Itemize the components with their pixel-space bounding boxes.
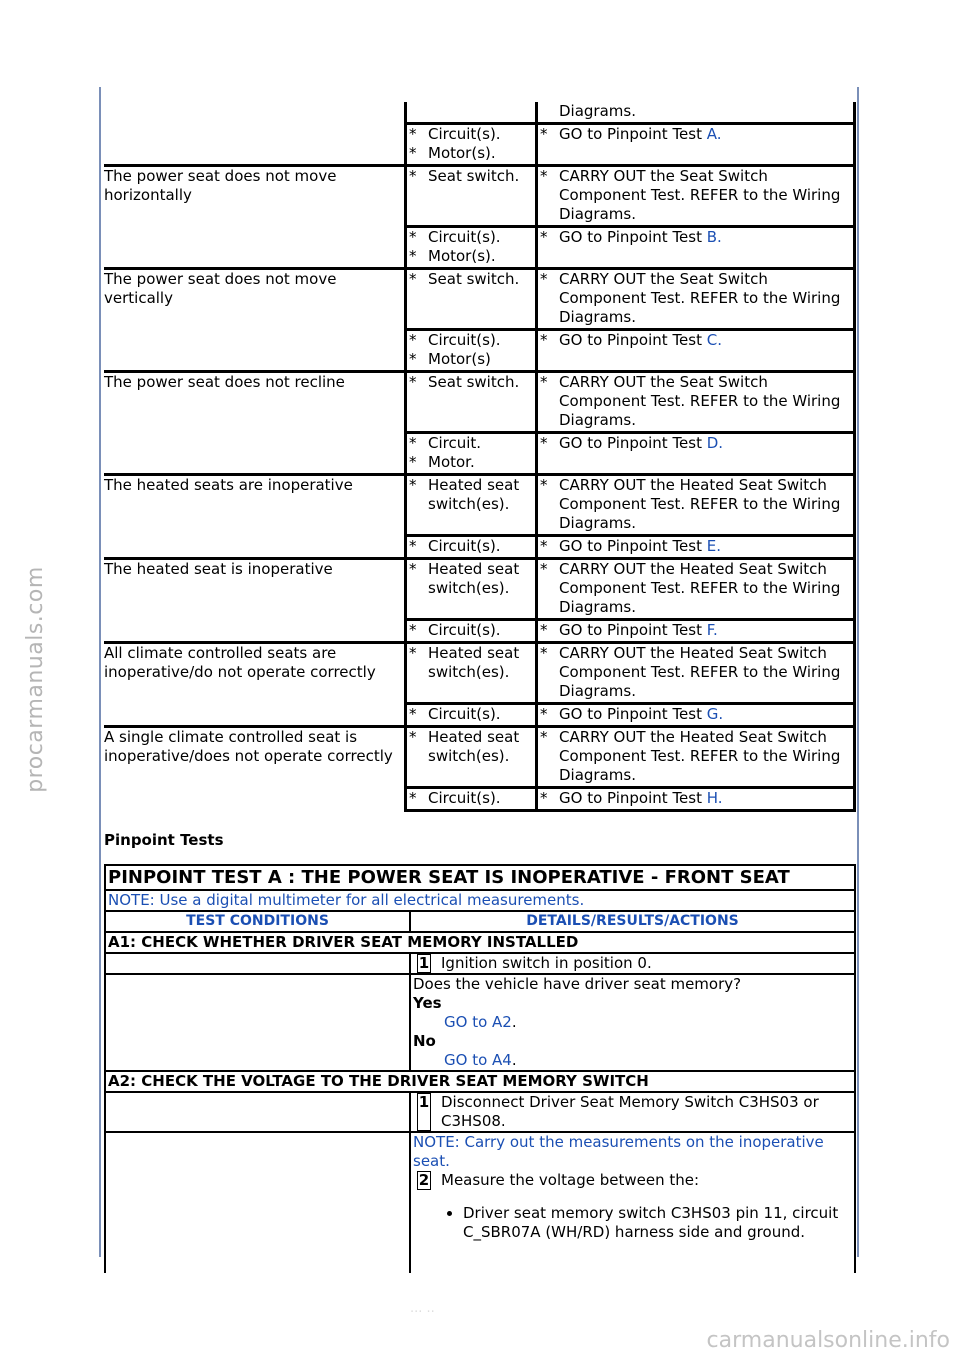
bullet-asterisk: * bbox=[409, 705, 417, 723]
col-header-test-conditions: TEST CONDITIONS bbox=[105, 911, 410, 932]
a1-conditions-cell-2 bbox=[105, 974, 410, 1071]
step-number-badge: 2 bbox=[418, 1171, 430, 1189]
action-text: GO to Pinpoint Test bbox=[559, 331, 707, 349]
possible-cause-cell bbox=[406, 704, 537, 727]
cause-text: Motor(s). bbox=[428, 144, 496, 162]
bullet-asterisk: * bbox=[540, 270, 548, 288]
action-item bbox=[538, 560, 853, 617]
action-text: GO to Pinpoint Test bbox=[559, 789, 707, 807]
possible-cause-cell bbox=[406, 330, 537, 372]
action-text: GO to Pinpoint Test bbox=[559, 125, 707, 143]
action-item bbox=[538, 644, 853, 701]
cause-item bbox=[407, 270, 535, 289]
footer-watermark: carmanualsonline.info bbox=[706, 1328, 950, 1353]
symptom-cell: The power seat does not move horizontally bbox=[104, 166, 406, 269]
bullet-asterisk: * bbox=[409, 350, 417, 368]
a1-step1-text: Ignition switch in position 0. bbox=[441, 954, 652, 972]
bullet-asterisk: * bbox=[409, 537, 417, 555]
bullet-asterisk: * bbox=[409, 270, 417, 288]
action-cell bbox=[537, 330, 855, 372]
action-item bbox=[538, 228, 853, 247]
bullet-asterisk: * bbox=[540, 373, 548, 391]
bullet-asterisk: * bbox=[409, 621, 417, 639]
symptom-row bbox=[104, 559, 855, 620]
action-item bbox=[538, 270, 853, 327]
action-item bbox=[538, 789, 853, 808]
action-item bbox=[538, 705, 853, 724]
page-frame-left bbox=[99, 87, 101, 1257]
action-cell bbox=[537, 372, 855, 433]
pinpoint-test-link[interactable]: F. bbox=[706, 621, 718, 639]
action-cell bbox=[537, 536, 855, 559]
bullet-asterisk: * bbox=[540, 125, 548, 143]
action-text: CARRY OUT the Seat Switch Component Test. REFER to the Wiring Diagrams. bbox=[559, 270, 841, 326]
possible-cause-cell bbox=[406, 102, 537, 124]
symptom-row bbox=[104, 643, 855, 704]
bullet-asterisk: * bbox=[409, 247, 417, 265]
action-text: CARRY OUT the Seat Switch Component Test. REFER to the Wiring Diagrams. bbox=[559, 373, 841, 429]
bullet-asterisk: * bbox=[409, 728, 417, 746]
symptom-cell: The power seat does not move vertically bbox=[104, 269, 406, 372]
bullet-asterisk: * bbox=[409, 331, 417, 349]
bullet-asterisk: * bbox=[409, 453, 417, 471]
action-text: GO to Pinpoint Test bbox=[559, 705, 707, 723]
action-cell bbox=[537, 124, 855, 166]
a2-conditions-cell-2 bbox=[105, 1132, 410, 1273]
page-frame-right bbox=[857, 87, 859, 1257]
a2-bullet-list bbox=[413, 1204, 852, 1242]
cause-item bbox=[407, 167, 535, 186]
bullet-asterisk: * bbox=[540, 537, 548, 555]
bullet-asterisk: * bbox=[409, 789, 417, 807]
cause-item bbox=[407, 125, 535, 144]
symptom-cell bbox=[104, 102, 406, 166]
bullet-asterisk: * bbox=[409, 144, 417, 162]
cause-text: Seat switch. bbox=[428, 167, 520, 185]
bullet-asterisk: * bbox=[540, 167, 548, 185]
bullet-asterisk: * bbox=[540, 476, 548, 494]
possible-cause-cell bbox=[406, 372, 537, 433]
step-a2-heading: A2: CHECK THE VOLTAGE TO THE DRIVER SEAT MEMORY SWITCH bbox=[105, 1071, 855, 1092]
cause-text: Heated seat switch(es). bbox=[428, 560, 520, 597]
bullet-asterisk: * bbox=[409, 644, 417, 662]
cause-text: Circuit. bbox=[428, 434, 482, 452]
bullet-asterisk: * bbox=[540, 560, 548, 578]
action-item bbox=[538, 537, 853, 556]
bullet-asterisk: * bbox=[540, 434, 548, 452]
pinpoint-test-link[interactable]: B. bbox=[706, 228, 722, 246]
a1-step1-cell bbox=[410, 953, 855, 974]
symptom-row bbox=[104, 102, 855, 124]
action-item bbox=[538, 167, 853, 224]
cause-item bbox=[407, 621, 535, 640]
action-text: CARRY OUT the Heated Seat Switch Component Test. REFER to the Wiring Diagrams. bbox=[559, 728, 841, 784]
action-item bbox=[538, 373, 853, 430]
bullet-asterisk: * bbox=[409, 373, 417, 391]
bullet-asterisk: * bbox=[540, 705, 548, 723]
possible-cause-cell bbox=[406, 433, 537, 475]
bullet-asterisk: * bbox=[409, 167, 417, 185]
possible-cause-cell bbox=[406, 727, 537, 788]
a2-step1-text: Disconnect Driver Seat Memory Switch C3HS03 or C3HS08. bbox=[441, 1093, 819, 1130]
cause-item bbox=[407, 728, 535, 766]
a1-question-cell: Does the vehicle have driver seat memory? Yes GO to A2. No GO to A4. bbox=[410, 974, 855, 1071]
step-a1-heading: A1: CHECK WHETHER DRIVER SEAT MEMORY INSTALLED bbox=[105, 932, 855, 953]
cause-text: Circuit(s). bbox=[428, 125, 501, 143]
action-item bbox=[538, 434, 853, 453]
bullet-asterisk: * bbox=[409, 125, 417, 143]
possible-cause-cell bbox=[406, 227, 537, 269]
cause-item bbox=[407, 453, 535, 472]
action-cell bbox=[537, 475, 855, 536]
possible-cause-cell bbox=[406, 166, 537, 227]
possible-cause-cell bbox=[406, 536, 537, 559]
cause-text: Motor(s). bbox=[428, 247, 496, 265]
bullet-asterisk: * bbox=[540, 728, 548, 746]
pinpoint-tests-heading: Pinpoint Tests bbox=[104, 831, 224, 849]
symptom-row bbox=[104, 475, 855, 536]
bullet-asterisk: * bbox=[409, 434, 417, 452]
action-cell bbox=[537, 788, 855, 811]
cause-text: Motor(s) bbox=[428, 350, 491, 368]
cause-item bbox=[407, 331, 535, 350]
cause-text: Circuit(s). bbox=[428, 621, 501, 639]
possible-cause-cell bbox=[406, 788, 537, 811]
symptom-row bbox=[104, 372, 855, 433]
symptom-chart bbox=[104, 102, 856, 812]
a1-question: Does the vehicle have driver seat memory? bbox=[413, 975, 742, 993]
action-item bbox=[538, 331, 853, 350]
cause-item bbox=[407, 560, 535, 598]
action-cell bbox=[537, 643, 855, 704]
cause-item bbox=[407, 537, 535, 556]
cause-item bbox=[407, 350, 535, 369]
action-cell bbox=[537, 727, 855, 788]
bullet-asterisk: * bbox=[540, 621, 548, 639]
cause-text: Heated seat switch(es). bbox=[428, 644, 520, 681]
page-content bbox=[104, 102, 856, 1273]
step-number-badge: 1 bbox=[418, 954, 430, 972]
action-text: CARRY OUT the Heated Seat Switch Component Test. REFER to the Wiring Diagrams. bbox=[559, 560, 841, 616]
cause-text: Heated seat switch(es). bbox=[428, 476, 520, 513]
pinpoint-test-link[interactable]: C. bbox=[706, 331, 722, 349]
possible-cause-cell bbox=[406, 620, 537, 643]
possible-cause-cell bbox=[406, 269, 537, 330]
pinpoint-test-link[interactable]: A. bbox=[706, 125, 722, 143]
cause-item bbox=[407, 373, 535, 392]
action-cell bbox=[537, 269, 855, 330]
symptom-cell: A single climate controlled seat is inoperative/does not operate correctly bbox=[104, 727, 406, 811]
cause-text: Circuit(s). bbox=[428, 789, 501, 807]
cause-text: Circuit(s). bbox=[428, 537, 501, 555]
action-text: CARRY OUT the Seat Switch Component Test. REFER to the Wiring Diagrams. bbox=[559, 167, 841, 223]
action-item bbox=[538, 102, 853, 121]
a2-note: NOTE: Carry out the measurements on the inoperative seat. bbox=[413, 1133, 824, 1170]
pinpoint-test-link[interactable]: E. bbox=[706, 537, 721, 555]
a2-conditions-cell bbox=[105, 1092, 410, 1132]
cause-item bbox=[407, 144, 535, 163]
a2-step1-cell bbox=[410, 1092, 855, 1132]
action-cell bbox=[537, 166, 855, 227]
a1-conditions-cell bbox=[105, 953, 410, 974]
action-cell bbox=[537, 559, 855, 620]
pinpoint-test-link[interactable]: G. bbox=[706, 705, 724, 723]
cause-text: Motor. bbox=[428, 453, 475, 471]
symptom-cell: The power seat does not recline bbox=[104, 372, 406, 475]
bullet-asterisk: * bbox=[409, 228, 417, 246]
pinpoint-test-note: NOTE: Use a digital multimeter for all electrical measurements. bbox=[105, 890, 855, 911]
symptom-cell: The heated seat is inoperative bbox=[104, 559, 406, 643]
measurement-bullet: • Driver seat memory switch C3HS03 pin 11, circuit C_SBR07A (WH/RD) harness side and ground. bbox=[463, 1204, 852, 1242]
pinpoint-test-link[interactable]: D. bbox=[706, 434, 724, 452]
action-text: CARRY OUT the Heated Seat Switch Component Test. REFER to the Wiring Diagrams. bbox=[559, 644, 841, 700]
action-item bbox=[538, 728, 853, 785]
action-item bbox=[538, 476, 853, 533]
a2-step2-text: Measure the voltage between the: bbox=[441, 1171, 700, 1189]
bullet-asterisk: * bbox=[409, 476, 417, 494]
a2-step2-cell bbox=[410, 1132, 855, 1273]
action-cell bbox=[537, 620, 855, 643]
a1-yes-label: Yes bbox=[413, 994, 442, 1012]
bullet-asterisk: * bbox=[540, 228, 548, 246]
cause-item bbox=[407, 476, 535, 514]
cause-item bbox=[407, 705, 535, 724]
side-watermark-text: procarmanuals.com bbox=[22, 565, 48, 793]
cause-item bbox=[407, 644, 535, 682]
possible-cause-cell bbox=[406, 559, 537, 620]
action-cell bbox=[537, 704, 855, 727]
symptom-row bbox=[104, 269, 855, 330]
page-number: ··· ·· bbox=[410, 1305, 435, 1320]
action-cell bbox=[537, 102, 855, 124]
possible-cause-cell bbox=[406, 475, 537, 536]
symptom-cell: The heated seats are inoperative bbox=[104, 475, 406, 559]
action-text: GO to Pinpoint Test bbox=[559, 228, 707, 246]
action-item bbox=[538, 621, 853, 640]
side-watermark bbox=[19, 0, 51, 1358]
bullet-asterisk: * bbox=[540, 331, 548, 349]
cause-text: Circuit(s). bbox=[428, 331, 501, 349]
cause-text: Seat switch. bbox=[428, 270, 520, 288]
a1-no-label: No bbox=[413, 1032, 436, 1050]
cause-text: Heated seat switch(es). bbox=[428, 728, 520, 765]
pinpoint-test-title: PINPOINT TEST A : THE POWER SEAT IS INOPERATIVE - FRONT SEAT bbox=[105, 865, 855, 890]
action-item bbox=[538, 125, 853, 144]
bullet-asterisk: * bbox=[540, 789, 548, 807]
action-text: CARRY OUT the Heated Seat Switch Component Test. REFER to the Wiring Diagrams. bbox=[559, 476, 841, 532]
symptom-row bbox=[104, 727, 855, 788]
action-text: GO to Pinpoint Test bbox=[559, 434, 707, 452]
bullet-asterisk: * bbox=[540, 644, 548, 662]
cause-item bbox=[407, 247, 535, 266]
pinpoint-test-a-table bbox=[104, 864, 856, 1273]
action-cell bbox=[537, 433, 855, 475]
cause-text: Seat switch. bbox=[428, 373, 520, 391]
cause-item bbox=[407, 789, 535, 808]
action-text: GO to Pinpoint Test bbox=[559, 621, 707, 639]
bullet-asterisk: * bbox=[409, 560, 417, 578]
action-text: Diagrams. bbox=[559, 102, 636, 120]
possible-cause-cell bbox=[406, 124, 537, 166]
cause-item bbox=[407, 434, 535, 453]
col-header-details: DETAILS/RESULTS/ACTIONS bbox=[410, 911, 855, 932]
step-number-badge: 1 bbox=[417, 1093, 431, 1131]
a1-yes-link[interactable]: GO to A2 bbox=[444, 1013, 512, 1031]
action-text: GO to Pinpoint Test bbox=[559, 537, 707, 555]
cause-item bbox=[407, 228, 535, 247]
symptom-cell: All climate controlled seats are inoperative/do not operate correctly bbox=[104, 643, 406, 727]
action-cell bbox=[537, 227, 855, 269]
cause-text: Circuit(s). bbox=[428, 228, 501, 246]
symptom-row bbox=[104, 166, 855, 227]
cause-text: Circuit(s). bbox=[428, 705, 501, 723]
bullet-asterisk bbox=[538, 102, 559, 121]
pinpoint-test-link[interactable]: H. bbox=[706, 789, 723, 807]
a1-no-link[interactable]: GO to A4 bbox=[444, 1051, 512, 1069]
possible-cause-cell bbox=[406, 643, 537, 704]
